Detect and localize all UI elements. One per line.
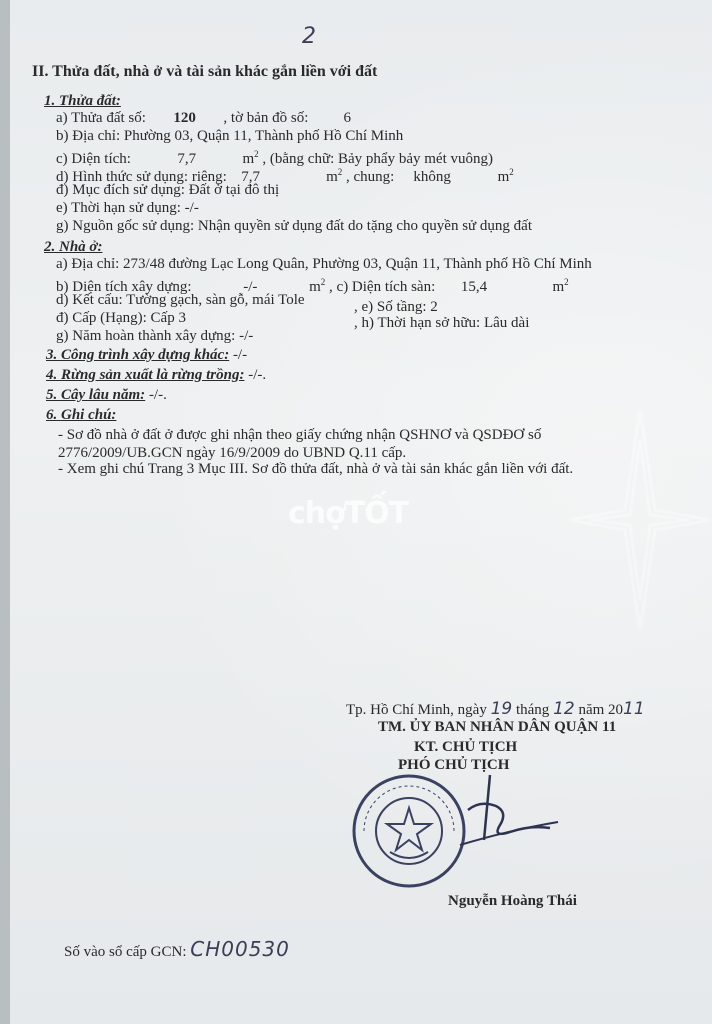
- perennial-trees-value: -/-.: [145, 387, 167, 403]
- usage-private-value: 7,7: [241, 169, 260, 185]
- usage-form-row: d) Hình thức sử dụng: riêng: 7,7 $m^2$ , chung: không $m^2$: [56, 167, 514, 185]
- registry-value: CH00530: [190, 937, 290, 961]
- house-structure: d) Kết cấu: Tường gạch, sàn gỗ, mái Tole: [56, 292, 305, 308]
- usage-form-label: d) Hình thức sử dụng: riêng:: [56, 169, 227, 185]
- build-area-value: -/-: [243, 279, 258, 295]
- usage-shared-value: không: [413, 169, 451, 185]
- star-watermark: [560, 400, 712, 640]
- plot-area-row: c) Diện tích: 7,7 $m^2$ , (bằng chữ: Bảy phẩy bảy mét vuông): [56, 149, 493, 167]
- planted-forest-title: 4. Rừng sản xuất là rừng trồng:: [46, 367, 245, 383]
- other-construction-row: [46, 346, 247, 364]
- perennial-trees-row: [46, 386, 167, 404]
- house-area-row: b) Diện tích xây dựng: -/- $m^2$ , c) Diện tích sàn: 15,4 $m^2$: [56, 277, 569, 295]
- floor-area-value: 15,4: [460, 279, 488, 295]
- plot-area-unit: m: [242, 151, 255, 167]
- page-number: 2: [302, 24, 316, 49]
- house-ownership-term: , h) Thời hạn sở hữu: Lâu dài: [354, 315, 530, 331]
- floor-area-label: , c) Diện tích sàn:: [329, 279, 436, 295]
- registry-row: [64, 937, 290, 961]
- perennial-trees-title: 5. Cây lâu năm:: [46, 387, 146, 403]
- house-completion-year: g) Năm hoàn thành xây dựng: -/-: [56, 328, 254, 344]
- registry-label: Số vào sổ cấp GCN:: [64, 944, 187, 960]
- house-address: a) Địa chỉ: 273/48 đường Lạc Long Quân, Phường 03, Quận 11, Thành phố Hồ Chí Minh: [56, 256, 592, 272]
- plot-number-value: 120: [173, 110, 196, 126]
- page-edge: [0, 0, 10, 1024]
- build-area-label: b) Diện tích xây dựng:: [56, 279, 192, 295]
- date-day: 19: [490, 699, 513, 719]
- signer-name: Nguyễn Hoàng Thái: [448, 893, 577, 909]
- note-line-1: - Sơ đồ nhà ở đất ở được ghi nhận theo giấy chứng nhận QSHNƠ và QSDĐƠ số: [58, 427, 542, 443]
- note-line-3: - Xem ghi chú Trang 3 Mục III. Sơ đồ thửa đất, nhà ở và tài sản khác gắn liền với đất.: [58, 461, 574, 477]
- usage-purpose: đ) Mục đích sử dụng: Đất ở tại đô thị: [56, 182, 280, 198]
- plot-area-value: 7,7: [177, 151, 197, 167]
- note-line-2: 2776/2009/UB.GCN ngày 16/9/2009 do UBND Q.11 cấp.: [58, 445, 407, 461]
- on-behalf-chairman: KT. CHỦ TỊCH: [414, 739, 518, 755]
- map-sheet-value: 6: [343, 110, 351, 126]
- date-month: 12: [553, 699, 575, 719]
- month-label: tháng: [515, 702, 550, 718]
- chotot-watermark: chợTỐT: [288, 496, 409, 531]
- plot-area-words: , (bằng chữ: Bảy phẩy bảy mét vuông): [262, 151, 493, 167]
- year-label: năm 20: [578, 702, 624, 718]
- plot-address: b) Địa chỉ: Phường 03, Quận 11, Thành phố Hồ Chí Minh: [56, 128, 404, 144]
- issuing-organization: TM. ỦY BAN NHÂN DÂN QUẬN 11: [378, 719, 617, 735]
- other-construction-title: 3. Công trình xây dựng khác:: [46, 347, 230, 363]
- section-heading: II. Thửa đất, nhà ở và tài sản khác gắn liền với đất: [32, 63, 378, 80]
- handwritten-signature: [430, 770, 560, 870]
- plot-area-label: c) Diện tích:: [56, 151, 131, 167]
- land-plot-title: 1. Thửa đất:: [44, 93, 121, 109]
- map-sheet-label: , tờ bản đồ số:: [223, 110, 309, 126]
- floor-area-unit: m: [552, 279, 565, 295]
- house-title: 2. Nhà ở:: [44, 239, 103, 255]
- build-area-unit: m: [309, 279, 321, 295]
- usage-origin: g) Nguồn gốc sử dụng: Nhận quyền sử dụng đất do tặng cho quyền sử dụng đất: [56, 218, 532, 234]
- usage-duration: e) Thời hạn sử dụng: -/-: [56, 200, 199, 216]
- place-date-prefix: Tp. Hồ Chí Minh, ngày: [346, 702, 487, 718]
- date-year: 11: [623, 699, 645, 719]
- usage-shared-unit: m: [497, 169, 510, 185]
- place-date: [346, 700, 645, 719]
- plot-number-row: [56, 109, 382, 127]
- other-construction-value: -/-: [229, 347, 248, 363]
- usage-shared-label: , chung:: [346, 169, 395, 185]
- planted-forest-row: [46, 366, 266, 384]
- planted-forest-value: -/-.: [244, 367, 267, 383]
- vice-chairman-title: PHÓ CHỦ TỊCH: [398, 757, 510, 773]
- plot-number-label: a) Thửa đất số:: [56, 110, 146, 126]
- notes-title: 6. Ghi chú:: [46, 407, 117, 423]
- usage-private-unit: m: [326, 169, 338, 185]
- house-floors: , e) Số tầng: 2: [354, 299, 438, 315]
- house-grade: đ) Cấp (Hạng): Cấp 3: [56, 310, 186, 326]
